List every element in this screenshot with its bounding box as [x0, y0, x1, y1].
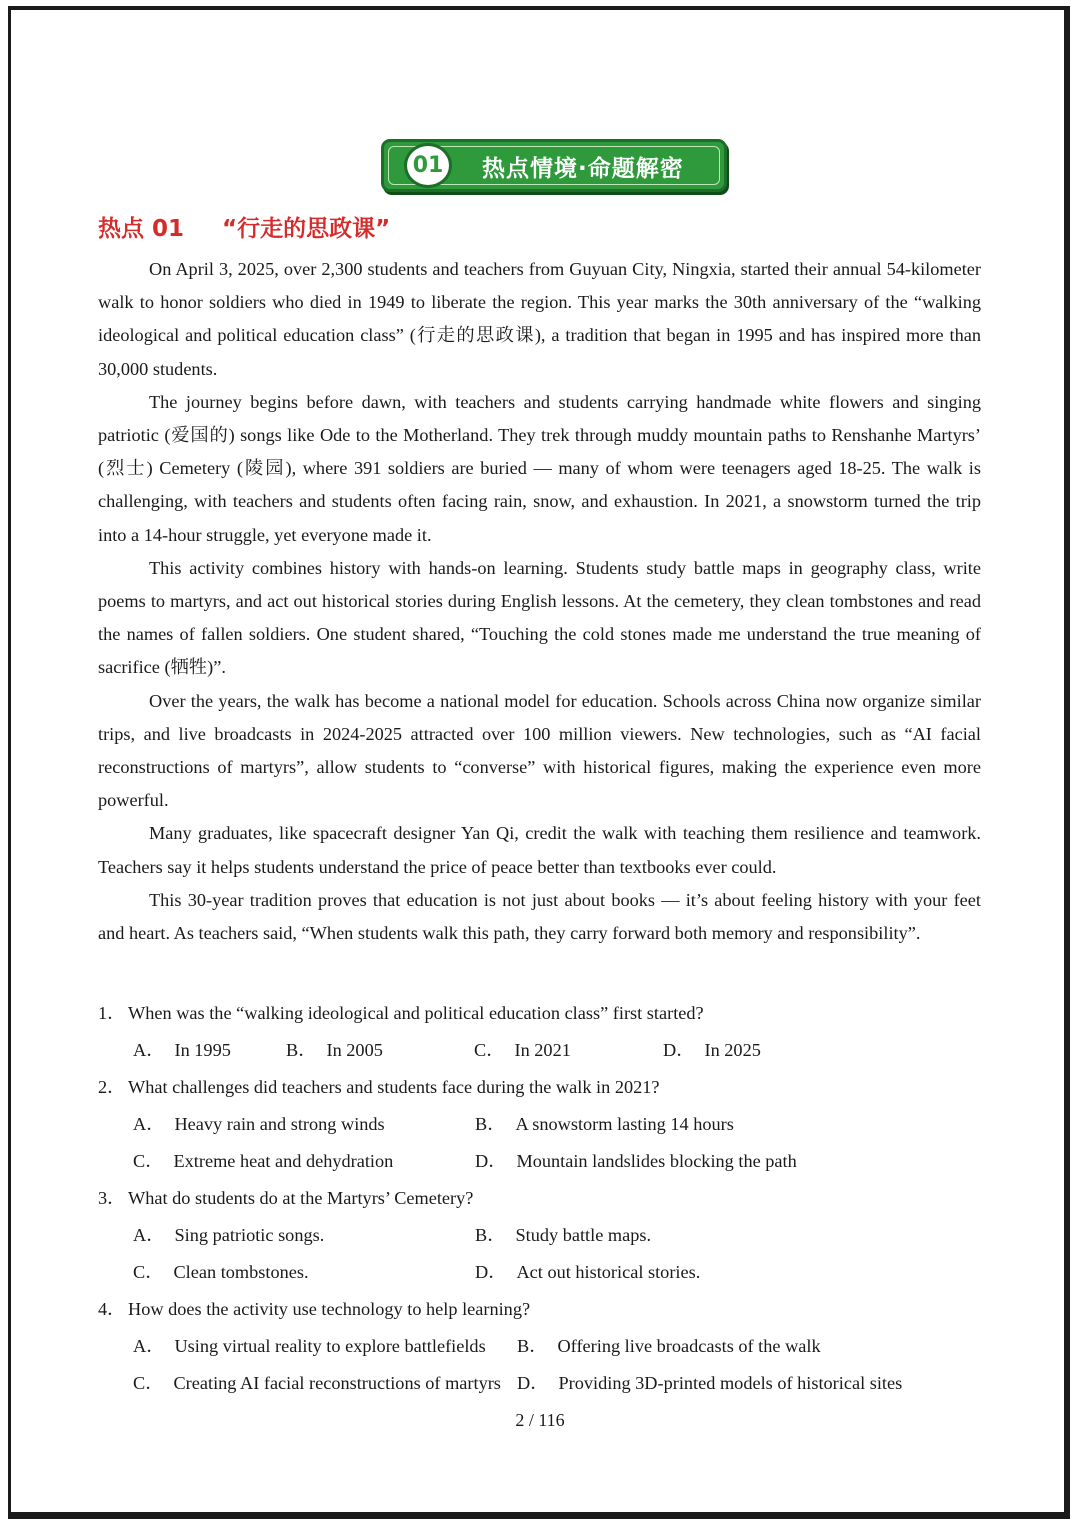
option-d[interactable]: D． Mountain landslides blocking the path: [475, 1151, 797, 1171]
question-2: [98, 1069, 981, 1106]
option-a[interactable]: A． Sing patriotic songs.: [133, 1225, 325, 1245]
option-a[interactable]: A． Using virtual reality to explore battlefields: [133, 1336, 486, 1356]
article-paragraph: This 30-year tradition proves that education is not just about books — it’s about feeling history with your feet and heart. As teachers said, “When students walk this path, they carry forward both memory and responsibility”.: [98, 889, 981, 944]
question-3-options-row-1: [98, 1217, 981, 1254]
question-4-options-row-1: [98, 1328, 981, 1365]
question-4: [98, 1291, 981, 1328]
option-d[interactable]: D． Act out historical stories.: [475, 1262, 701, 1282]
question-text: How does the activity use technology to help learning?: [128, 1299, 531, 1319]
question-2-options-row-2: [98, 1143, 981, 1180]
option-c[interactable]: C． In 2021: [474, 1040, 571, 1060]
topic-heading-label: 热点 01: [98, 216, 185, 242]
question-text: What do students do at the Martyrs’ Cemetery?: [128, 1188, 474, 1208]
question-1: [98, 995, 981, 1032]
question-list: [98, 995, 981, 1402]
question-3: [98, 1180, 981, 1217]
option-b[interactable]: B． A snowstorm lasting 14 hours: [475, 1114, 734, 1134]
article-body: [98, 253, 981, 950]
option-c[interactable]: C． Clean tombstones.: [133, 1262, 309, 1282]
question-text: When was the “walking ideological and political education class” first started?: [128, 1003, 704, 1023]
question-number: 4．: [98, 1299, 126, 1319]
article-paragraph: The journey begins before dawn, with teachers and students carrying handmade white flowers and singing patriotic (爱国的) songs like Ode to the Motherland. They trek through muddy mountain paths to Renshanhe Martyrs’ (烈士) Cemetery (陵园), where 391 soldiers are buried — many of whom were teenagers aged 18-25. The walk is challenging, with teachers and students often facing rain, snow, and exhaustion. In 2021, a snowstorm turned the trip into a 14-hour struggle, yet everyone made it.: [98, 391, 981, 545]
question-4-options-row-2: [98, 1365, 981, 1402]
article-paragraph: Many graduates, like spacecraft designer Yan Qi, credit the walk with teaching them resilience and teamwork. Teachers say it helps students understand the price of peace better than textbooks ever could.: [98, 823, 981, 877]
article-paragraph: Over the years, the walk has become a national model for education. Schools across China now organize similar trips, and live broadcasts in 2024-2025 attracted over 100 million viewers. New technologies, such as “AI facial reconstructions of martyrs”, allow students to “converse” with historical figures, making the experience even more powerful.: [98, 690, 981, 811]
question-3-options-row-2: [98, 1254, 981, 1291]
question-2-options-row-1: [98, 1106, 981, 1143]
option-b[interactable]: B． Study battle maps.: [475, 1225, 652, 1245]
option-d[interactable]: D． In 2025: [663, 1040, 761, 1060]
question-number: 2．: [98, 1077, 126, 1097]
question-number: 3．: [98, 1188, 126, 1208]
option-b[interactable]: B． In 2005: [286, 1040, 383, 1060]
option-c[interactable]: C． Extreme heat and dehydration: [133, 1151, 394, 1171]
option-c[interactable]: C． Creating AI facial reconstructions of martyrs: [133, 1373, 501, 1393]
question-1-options: [98, 1032, 981, 1069]
question-number: 1．: [98, 1003, 126, 1023]
section-banner: [381, 139, 727, 192]
option-a[interactable]: A． In 1995: [133, 1040, 231, 1060]
article-paragraph: This activity combines history with hands-on learning. Students study battle maps in geography class, write poems to martyrs, and act out historical stories during English lessons. At the cemetery, they clean tombstones and read the names of fallen soldiers. One student shared, “Touching the cold stones made me understand the true meaning of sacrifice (牺牲)”.: [98, 557, 981, 678]
option-b[interactable]: B． Offering live broadcasts of the walk: [517, 1336, 821, 1356]
banner-title: 热点情境·命题解密: [482, 156, 684, 182]
option-d[interactable]: D． Providing 3D-printed models of historical sites: [517, 1373, 903, 1393]
page-number: 2 / 116: [515, 1410, 565, 1430]
topic-heading-title: “行走的思政课”: [222, 216, 391, 242]
article-paragraph: On April 3, 2025, over 2,300 students and teachers from Guyuan City, Ningxia, started their annual 54-kilometer walk to honor soldiers who died in 1949 to liberate the region. This year marks the 30th anniversary of the “walking ideological and political education class” (行走的思政课), a tradition that began in 1995 and has inspired more than 30,000 students.: [98, 259, 981, 379]
question-text: What challenges did teachers and students face during the walk in 2021?: [128, 1077, 660, 1097]
banner-number-badge: 01: [404, 143, 452, 188]
topic-heading: [98, 210, 390, 243]
option-a[interactable]: A． Heavy rain and strong winds: [133, 1114, 385, 1134]
